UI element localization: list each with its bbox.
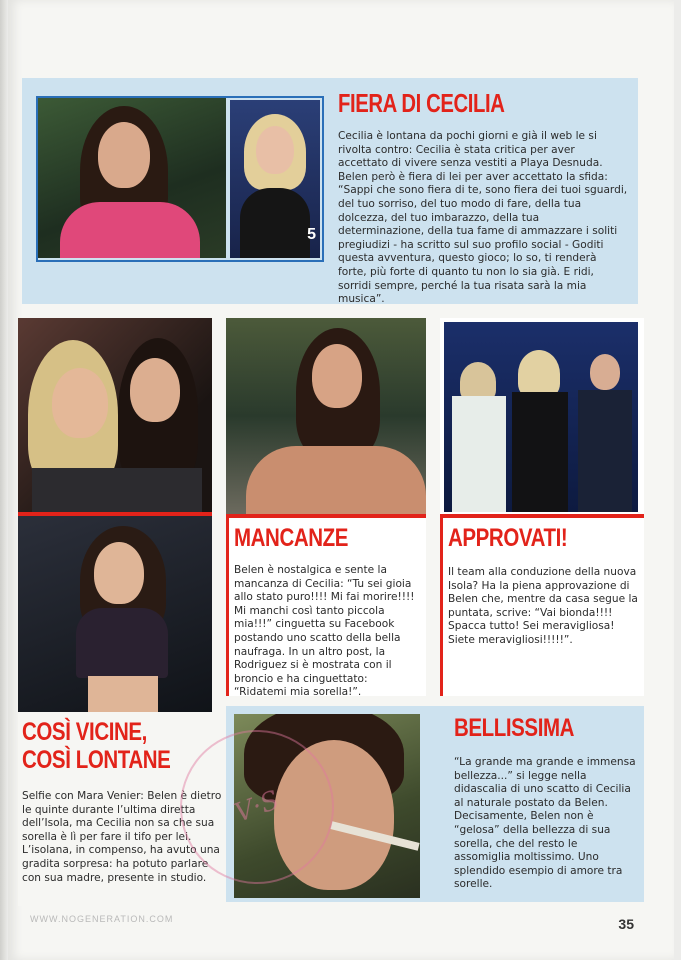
vicine-body: Selfie con Mara Venier: Belen è dietro le quinte durante l’ultima diretta dell’Isola, ma Cecilia non sa che sua sorella è lì per fare il tifo per lei. L’isolana, in compenso, ha avuto una gradita sorpresa: ha potuto parlare con sua madre, presente in studio. — [22, 790, 222, 884]
approvati-red-divider — [440, 514, 644, 518]
page-number: 35 — [618, 916, 634, 932]
backstage-photo[interactable] — [18, 516, 212, 712]
mancanze-red-divider — [226, 514, 426, 518]
footer-url: WWW.NOGENERATION.COM — [30, 914, 174, 924]
belen-face — [130, 358, 180, 422]
magazine-page — [8, 0, 674, 960]
bellissima-title: BELLISSIMA — [454, 714, 575, 742]
cecilia-beach-photo[interactable] — [226, 318, 426, 514]
mancanze-left-rule — [226, 518, 229, 696]
beach-cecilia-shoulders — [246, 446, 426, 514]
vicine-title-line2: COSÌ LONTANE — [22, 746, 171, 774]
bellissima-body: “La grande ma grande e immensa bellezza...” si legge nella didascalia di uno scatto di Cecilia al naturale postato da Belen. Decisamente, Belen non è “gelosa” della bellezza di sua sorella, che del resto le assomiglia moltissimo. Uno splendido esempio di amore tra sorelle. — [454, 756, 636, 891]
backstage-belen-waist — [88, 676, 158, 712]
mara-face — [52, 368, 108, 438]
approvati-body: Il team alla conduzione della nuova Isola? Ha la piena approvazione di Belen che, mentre da casa segue la puntata, scrive: “Vai bionda!!!! Spacca tutto! Sei meravigliosa! Siete meravigliosi!!!!!”. — [448, 566, 638, 646]
approvati-left-rule — [440, 518, 443, 696]
backstage-belen-top — [76, 608, 168, 678]
beach-cecilia-face — [312, 344, 362, 408]
tv-channel-logo: 5 — [307, 226, 316, 243]
host-3-head — [590, 354, 620, 390]
selfie-clothes — [32, 468, 202, 512]
approvati-title: APPROVATI! — [448, 524, 568, 552]
host-2-hair — [518, 350, 560, 398]
selfie-photo[interactable] — [18, 318, 212, 512]
hosts-stage-photo[interactable] — [444, 322, 638, 512]
fiera-title: FIERA DI CECILIA — [338, 88, 505, 118]
page-edge — [0, 0, 8, 960]
host-1-outfit — [452, 396, 506, 512]
tv-frame-border — [36, 96, 324, 262]
mancanze-body: Belen è nostalgica e sente la mancanza di Cecilia: “Tu sei gioia allo stato puro!!!! Mi fai morire!!!! Mi manchi così tanto piccola mia!!!” cinguetta su Facebook postando uno scatto della bella naufraga. In un altro post, la Rodriguez si è mostrata con il broncio e ha cinguettato: “Ridatemi mia sorella!”. — [234, 564, 415, 699]
fiera-body: Cecilia è lontana da pochi giorni e già il web le si rivolta contro: Cecilia è stata critica per aver accettato di vivere senza vestiti a Playa Desnuda. Belen però è fiera di lei per aver accettato la sfida: “Sappi che sono fiera di te, sono fiera dei tuoi sguardi, del tuo sorriso, del tuo modo di fare, della tua dolcezza, del tuo imbarazzo, della tua determinazione, della tua fame di ammazzare i soliti pregiudizi - ha scritto sul suo profilo social - Goditi questa avventura, questo gioco; lo so, ti renderà forte, più forte di quanto tu non lo sia già. E ridi, sorridi sempre, perché la tua risata sarà la mia musica”. — [338, 130, 628, 306]
backstage-belen-face — [94, 542, 144, 604]
host-3-suit — [578, 390, 632, 512]
vicine-title-line1: COSÌ VICINE, — [22, 718, 147, 746]
host-2-outfit — [512, 392, 568, 512]
watermark-glyph: V·S — [230, 785, 284, 829]
mancanze-title: MANCANZE — [234, 524, 349, 552]
